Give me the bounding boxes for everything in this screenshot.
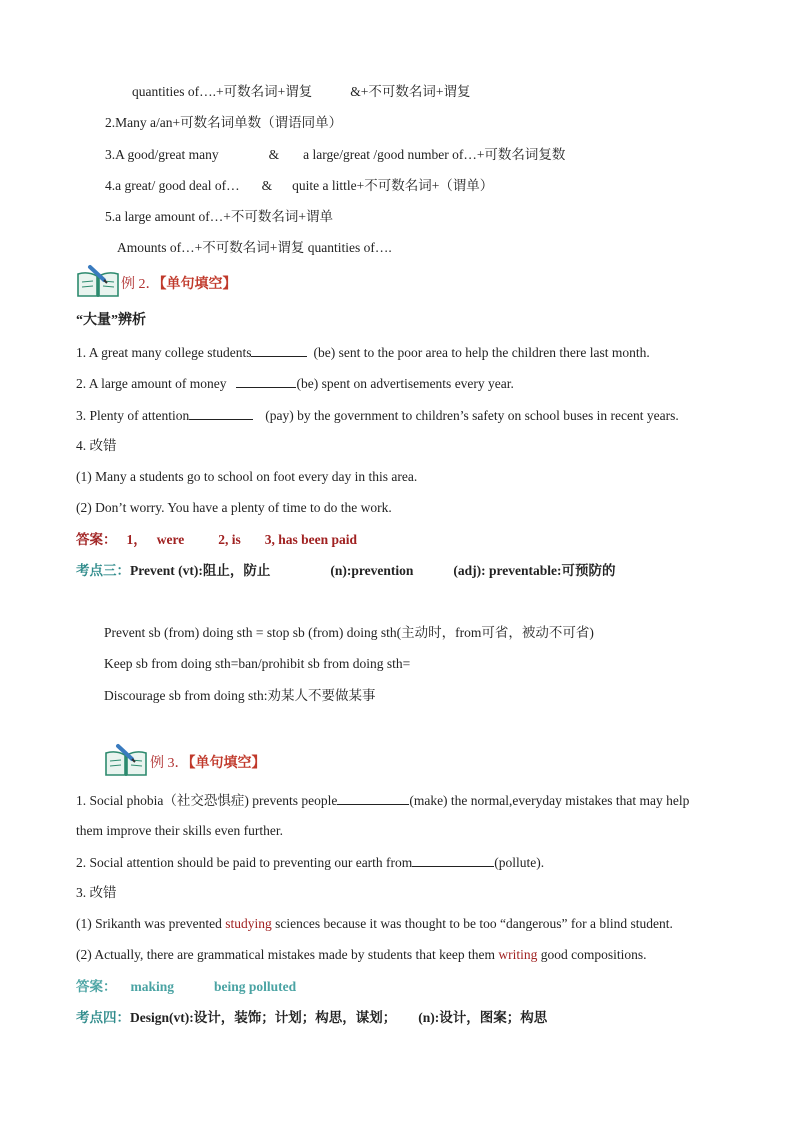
error-word: a [221, 500, 228, 515]
answer-value: 1， [126, 532, 147, 547]
book-pen-icon [104, 743, 148, 777]
example-tag: 【单句填空】 [188, 756, 266, 771]
point-text: (adj): preventable:可预防的 [453, 563, 616, 578]
error-sentence-2 [76, 499, 392, 517]
question-text: (make) the normal,everyday mistakes that may help [409, 793, 690, 808]
sentence-text: plenty of time to do the work. [230, 500, 392, 515]
question-text: (pollute). [494, 855, 545, 870]
question-text: 2. A large amount of money [76, 376, 227, 391]
question-3: 3. 改错 [76, 885, 117, 900]
point-3-heading [76, 562, 615, 580]
section-heading: “大量”辨析 [76, 313, 146, 328]
question-2 [76, 374, 514, 393]
answer-value: being polluted [214, 979, 297, 994]
sentence-text: (1) Srikanth was prevented [76, 916, 222, 931]
rule-line-6: Amounts of…+不可数名词+谓复 quantities of…. [117, 240, 392, 255]
rule-text: 3.A good/great many [105, 147, 219, 162]
error-word: a [130, 469, 136, 484]
question-3 [76, 406, 679, 425]
point-text: Design(vt):设计，装饰；计划；构思，谋划； [130, 1010, 397, 1025]
sentence-text: good compositions. [540, 947, 647, 962]
book-pen-icon [76, 264, 120, 298]
rule-text: quite a little+不可数名词+（谓单） [292, 178, 494, 193]
answer-blank[interactable] [251, 343, 307, 357]
question-text: 1. Social phobia（社交恐惧症) prevents people [76, 793, 338, 808]
example-number: 例 2． [121, 277, 160, 292]
question-text: 1. A great many college students [76, 345, 252, 360]
error-sentence-1 [76, 915, 673, 933]
point-4-heading [76, 1009, 547, 1027]
rule-text: &+不可数名词+谓复 [350, 84, 471, 99]
answer-value: were [156, 532, 185, 547]
usage-line-3: Discourage sb from doing sth:劝某人不要做某事 [104, 688, 376, 703]
sentence-text: (2) Don’t worry. You have [76, 500, 219, 515]
rule-text: & [268, 147, 280, 162]
rule-text: a large/great /good number of…+可数名词复数 [303, 147, 566, 162]
rule-line-3 [105, 146, 565, 164]
example-3-label [150, 755, 266, 773]
rule-text: 4.a great/ good deal of… [105, 178, 240, 193]
answer-value: 2, is [218, 532, 241, 547]
answer-blank[interactable] [412, 853, 494, 867]
usage-line-1: Prevent sb (from) doing sth = stop sb (from) doing sth(主动时，from可省，被动不可省) [104, 625, 594, 640]
example-tag: 【单句填空】 [159, 277, 237, 292]
answer-value: making [130, 979, 175, 994]
rule-line-1 [132, 83, 470, 101]
error-word: writing [498, 947, 538, 962]
question-text: (be) spent on advertisements every year. [296, 376, 514, 391]
question-1-continued: them improve their skills even further. [76, 823, 283, 838]
sentence-text: (1) Many [76, 469, 127, 484]
error-sentence-2 [76, 946, 647, 964]
usage-line-2: Keep sb from doing sth=ban/prohibit sb from doing sth= [104, 656, 411, 671]
sentence-text: sciences because it was thought to be too “dangerous” for a blind student. [275, 916, 673, 931]
point-text: (n):设计，图案；构思 [418, 1010, 548, 1025]
rule-line-4 [105, 177, 493, 195]
point-label: 考点三： [76, 563, 130, 578]
answer-blank[interactable] [236, 374, 296, 388]
point-text: Prevent (vt):阻止，防止 [130, 563, 271, 578]
answer-label: 答案： [76, 979, 117, 994]
point-text: (n):prevention [330, 563, 414, 578]
error-sentence-1 [76, 468, 417, 486]
answer-blank[interactable] [337, 791, 409, 805]
sentence-text: (2) Actually, there are grammatical mistakes made by students that keep them [76, 947, 495, 962]
question-1 [76, 791, 689, 810]
question-2 [76, 853, 544, 872]
answer-label: 答案： [76, 532, 117, 547]
question-4: 4. 改错 [76, 438, 117, 453]
answer-line-3 [76, 978, 296, 996]
rule-text: quantities of….+可数名词+谓复 [132, 84, 313, 99]
rule-text: & [261, 178, 273, 193]
answer-value: 3, has been paid [264, 532, 358, 547]
error-word: studying [225, 916, 272, 931]
question-text: 2. Social attention should be paid to preventing our earth from [76, 855, 413, 870]
question-text: (pay) by the government to children’s safety on school buses in recent years. [265, 408, 679, 423]
question-text: 3. Plenty of attention [76, 408, 190, 423]
rule-line-5: 5.a large amount of…+不可数名词+谓单 [105, 209, 333, 224]
question-1 [76, 343, 650, 362]
rule-line-2: 2.Many a/an+可数名词单数（谓语同单） [105, 115, 343, 130]
example-2-label [121, 276, 237, 294]
example-number: 例 3． [150, 756, 189, 771]
question-text: (be) sent to the poor area to help the children there last month. [313, 345, 650, 360]
answer-blank[interactable] [189, 406, 253, 420]
sentence-text: students go to school on foot every day in this area. [139, 469, 418, 484]
answer-line-2 [76, 531, 357, 549]
point-label: 考点四： [76, 1010, 130, 1025]
